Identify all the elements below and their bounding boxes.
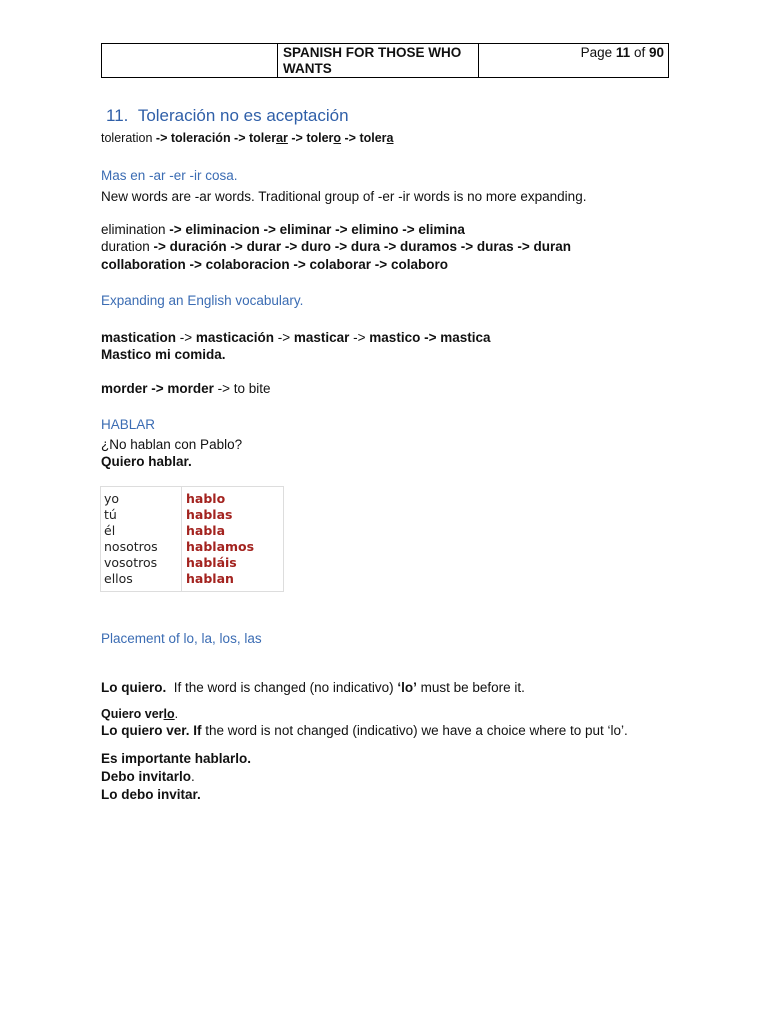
verb-form: hablas [186, 507, 233, 522]
page-number: 11 [615, 45, 631, 60]
header-title [278, 44, 479, 77]
expanding-line-1 [101, 329, 490, 346]
hablar-heading: HABLAR [101, 417, 156, 432]
toleration-line [101, 130, 394, 147]
conjugation-row [101, 571, 283, 587]
page-indicator [480, 44, 668, 77]
exp-g: mastico -> mastica [365, 330, 491, 345]
example-3: collaboration -> colaboracion -> colaborar -> colaboro [101, 257, 448, 272]
exp-f: -> [353, 330, 366, 345]
verb-form: habláis [186, 555, 237, 570]
conjugation-table [100, 486, 284, 592]
mas-en-heading: Mas en -ar -er -ir cosa. [101, 168, 238, 183]
placement-line-1 [101, 679, 525, 696]
hablar-statement-text: Quiero hablar. [101, 454, 192, 469]
placement-heading: Placement of lo, la, los, las [101, 631, 262, 646]
conjugation-row [101, 539, 283, 555]
p5-period: . [191, 769, 195, 784]
exp-a: mastication [101, 330, 180, 345]
quiero-verlo-lo: lo [163, 707, 175, 721]
pronoun: él [104, 523, 116, 538]
verb-form: hablo [186, 491, 226, 506]
conjugation-row [101, 555, 283, 571]
mastico-sentence: Mastico mi comida. [101, 347, 226, 362]
conjugation-row [101, 491, 283, 507]
example-line-2 [101, 238, 571, 255]
verb-form: habla [186, 523, 226, 538]
hablar-statement [101, 453, 192, 470]
p1-end: must be before it. [416, 680, 525, 695]
toleration-part-e: o [333, 131, 342, 145]
placement-line-6 [101, 786, 201, 803]
pronoun: ellos [104, 571, 133, 586]
section-number: 11. [106, 106, 129, 125]
section-heading [106, 106, 349, 126]
p3-if: If [189, 723, 202, 738]
page-prefix: Page [580, 45, 613, 60]
conjugation-row [101, 507, 283, 523]
morder-translation: -> to bite [213, 381, 271, 396]
exp-d: -> [277, 330, 291, 345]
toleration-part-d: -> toler [287, 131, 334, 145]
expanding-line-2 [101, 346, 226, 363]
example-2-spanish: -> duración -> durar -> duro -> dura -> duramos -> duras -> duran [149, 239, 571, 254]
lo-quiero: Lo quiero. [101, 680, 167, 695]
toleration-part-g: a [386, 131, 394, 145]
exp-e: masticar [290, 330, 354, 345]
placement-line-4 [101, 750, 251, 767]
toleration-part-c: ar [276, 131, 288, 145]
p1-text: If the word is changed (no indicativo) [166, 680, 398, 695]
exp-c: masticación [192, 330, 278, 345]
conjugation-row [101, 523, 283, 539]
expanding-line-3 [101, 380, 271, 397]
placement-line-2 [101, 706, 178, 723]
mas-en-text: New words are -ar words. Traditional group of -er -ir words is no more expanding. [101, 189, 587, 204]
p3-text: the word is not changed (indicativo) we have a choice where to put ‘lo’. [201, 723, 628, 738]
verb-form: hablan [186, 571, 234, 586]
expanding-heading: Expanding an English vocabulary. [101, 293, 304, 308]
morder-bold: morder -> morder [101, 381, 214, 396]
p1-lo: ‘lo’ [397, 680, 417, 695]
pronoun: tú [104, 507, 117, 522]
example-line-1 [101, 221, 465, 238]
toleration-part-b: -> toleración -> toler [152, 131, 277, 145]
quiero-ver: Quiero ver [101, 707, 164, 721]
example-1-spanish: -> eliminacion -> eliminar -> elimino -> elimina [165, 222, 465, 237]
toleration-word: toleration [101, 131, 153, 145]
example-2-english: duration [101, 239, 150, 254]
page-of: of [633, 45, 646, 60]
placement-line-3 [101, 722, 628, 739]
lo-quiero-ver: Lo quiero ver. [101, 723, 190, 738]
hablar-question: ¿No hablan con Pablo? [101, 437, 243, 452]
pronoun: vosotros [104, 555, 158, 570]
debo-invitarlo: Debo invitarlo [101, 769, 192, 784]
placement-line-5 [101, 768, 195, 785]
verb-form: hablamos [186, 539, 255, 554]
es-importante: Es importante hablarlo. [101, 751, 252, 766]
exp-b: -> [179, 330, 193, 345]
header-title-line1: SPANISH FOR THOSE WHO [283, 45, 462, 60]
p2-period: . [174, 707, 179, 721]
section-title: Toleración no es aceptación [137, 106, 349, 125]
pronoun: nosotros [104, 539, 158, 554]
header-cell-empty [102, 44, 278, 77]
toleration-part-f: -> toler [341, 131, 387, 145]
example-1-english: elimination [101, 222, 166, 237]
pronoun: yo [104, 491, 120, 506]
header-table [101, 43, 669, 78]
header-title-line2: WANTS [283, 61, 332, 76]
page-total: 90 [648, 45, 664, 60]
lo-debo-invitar: Lo debo invitar. [101, 787, 201, 802]
example-line-3 [101, 256, 448, 273]
